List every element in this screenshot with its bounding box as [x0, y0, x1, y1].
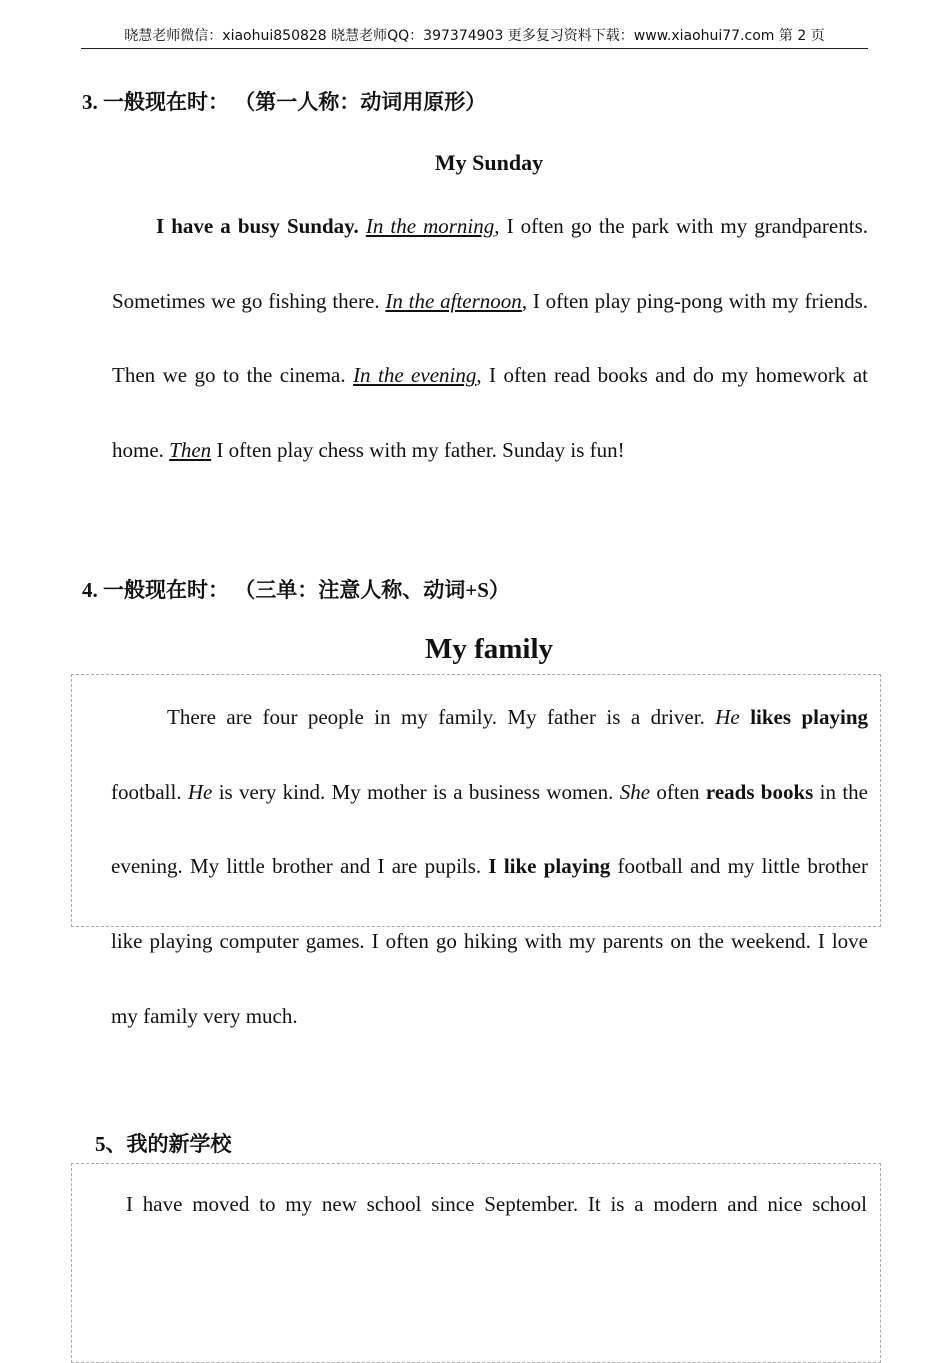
- my-family-title: My family: [424, 633, 554, 665]
- in-the-evening-phrase: In the evening: [353, 363, 477, 388]
- my-school-paragraph: I have moved to my new school since September. It is a modern and nice school: [126, 1192, 867, 1216]
- my-sunday-paragraph: I have a busy Sunday. In the morning, I often go the park with my grandparents. Sometimes we go fishing there. In the afternoon, I often play ping-pong with my friends. Then we go to the cinema. In the evening, I often read books and do my homework at home. Then I often play chess with my father. Sunday is fun!: [112, 214, 869, 463]
- then-phrase: Then: [169, 438, 212, 463]
- page-header: 晓慧老师微信：xiaohui850828 晓慧老师QQ：397374903 更多复习资料下载：www.xiaohui77.com 第 2 页: [81, 26, 868, 49]
- my-family-paragraph: There are four people in my family. My father is a driver. He likes playing football. He is very kind. My mother is a business women. She often reads books in the evening. My little brother and I are pupils. I like playing football and my little brother like playing computer games. I often go hiking with my parents on the weekend. I love my family very much.: [111, 705, 869, 1028]
- section-3-heading: 3. 一般现在时： （第一人称：动词用原形）: [82, 90, 487, 114]
- in-the-morning-phrase: In the morning: [365, 214, 495, 238]
- section-5-heading: 5、我的新学校: [95, 1132, 232, 1156]
- my-sunday-title: My Sunday: [434, 150, 544, 175]
- in-the-afternoon-phrase: In the afternoon: [385, 288, 522, 313]
- sunday-intro-bold: I have a busy Sunday.: [156, 214, 359, 238]
- section-4-heading: 4. 一般现在时： （三单：注意人称、动词+S）: [82, 578, 510, 602]
